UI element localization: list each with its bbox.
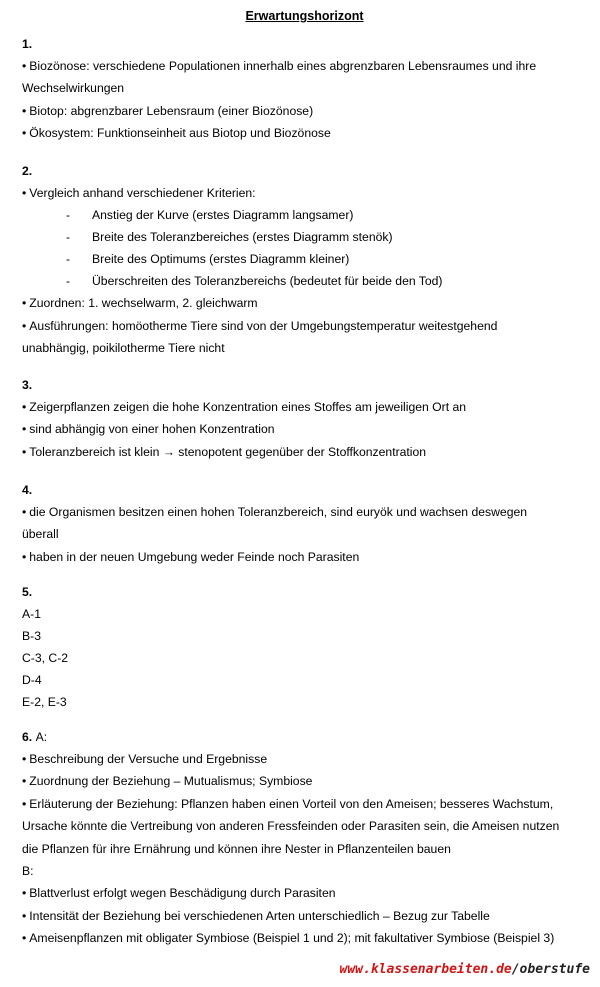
bullet-continuation: Ursache könnte die Vertreibung von anderen Fressfeinden oder Parasiten sein, die Ameisen nutzen: [22, 819, 560, 834]
answer-line: A-1: [22, 607, 41, 621]
section-number: 2.: [22, 164, 33, 178]
section-number: 4.: [22, 483, 33, 497]
dash-item: [22, 270, 587, 292]
dash-item: [22, 248, 587, 270]
dash-mark: -: [66, 252, 71, 267]
bullet-item: • Biotop: abgrenzbarer Lebensraum (einer Biozönose): [22, 100, 587, 122]
footer-site: www.klassenarbeiten.de: [339, 962, 512, 977]
bullet-item: • Ökosystem: Funktionseinheit aus Biotop und Biozönose: [22, 122, 587, 144]
bullet-item: • sind abhängig von einer hohen Konzentration: [22, 418, 587, 440]
answer-line: D-4: [22, 673, 42, 687]
bullet-item: • Vergleich anhand verschiedener Kriterien:: [22, 182, 587, 204]
section-3: [22, 377, 587, 463]
bullet-item: • haben in der neuen Umgebung weder Feinde noch Parasiten: [22, 546, 587, 568]
section-heading: [22, 729, 587, 745]
section-2: [22, 163, 587, 360]
bullet-item: • Beschreibung der Versuche und Ergebnisse: [22, 748, 587, 770]
bullet-item: • Intensität der Beziehung bei verschiedenen Arten unterschiedlich – Bezug zur Tabelle: [22, 905, 587, 927]
dash-mark: -: [66, 208, 71, 223]
dash-item: [22, 226, 587, 248]
footer-separator: /: [511, 962, 520, 977]
part-label: A:: [35, 730, 48, 744]
bullet-continuation: die Pflanzen für ihre Ernährung und können ihre Nester in Pflanzenteilen bauen: [22, 841, 451, 856]
dash-text: Anstieg der Kurve (erstes Diagramm langsamer): [92, 208, 354, 223]
section-6: [22, 729, 587, 950]
section-number: 1.: [22, 37, 33, 51]
bullet-continuation: unabhängig, poikilotherme Tiere nicht: [22, 341, 225, 356]
section-number: 6.: [22, 730, 33, 744]
bullet-item: • Blattverlust erfolgt wegen Beschädigung durch Parasiten: [22, 882, 587, 904]
dash-item: [22, 204, 587, 226]
bullet-item: • Ameisenpflanzen mit obligater Symbiose (Beispiel 1 und 2); mit fakultativer Symbiose (Beispiel 3): [22, 927, 587, 949]
section-number: 3.: [22, 378, 33, 392]
section-1: [22, 36, 587, 145]
answer-line: B-3: [22, 629, 41, 643]
dash-mark: -: [66, 230, 71, 245]
part-label: B:: [22, 864, 34, 879]
page-title: Erwartungshorizont: [245, 9, 364, 23]
section-5: [22, 584, 587, 713]
footer-path: oberstufe: [519, 962, 590, 977]
bullet-item: • die Organismen besitzen einen hohen Toleranzbereich, sind euryök und wachsen deswegen: [22, 501, 587, 523]
answer-line: E-2, E-3: [22, 695, 67, 709]
bullet-item: • Zeigerpflanzen zeigen die hohe Konzentration eines Stoffes am jeweiligen Ort an: [22, 396, 587, 418]
bullet-item: • Erläuterung der Beziehung: Pflanzen haben einen Vorteil von den Ameisen; besseres Wachstum,: [22, 793, 587, 815]
bullet-item: • Ausführungen: homöotherme Tiere sind von der Umgebungstemperatur weitestgehend: [22, 315, 587, 337]
bullet-continuation: Wechselwirkungen: [22, 81, 125, 96]
bullet-item: • Toleranzbereich ist klein → stenopotent gegenüber der Stoffkonzentration: [22, 441, 587, 463]
footer-link[interactable]: [340, 962, 590, 977]
answer-line: C-3, C-2: [22, 651, 69, 665]
bullet-item: • Biozönose: verschiedene Populationen innerhalb eines abgrenzbaren Lebensraumes und ihre: [22, 55, 587, 77]
dash-mark: -: [66, 274, 71, 289]
section-number: 5.: [22, 585, 33, 599]
bullet-item: • Zuordnung der Beziehung – Mutualismus; Symbiose: [22, 770, 587, 792]
bullet-continuation: überall: [22, 527, 59, 542]
dash-text: Breite des Optimums (erstes Diagramm kleiner): [92, 252, 350, 267]
section-4: [22, 482, 587, 568]
bullet-item: • Zuordnen: 1. wechselwarm, 2. gleichwarm: [22, 292, 587, 314]
dash-text: Überschreiten des Toleranzbereichs (bedeutet für beide den Tod): [92, 274, 443, 289]
dash-text: Breite des Toleranzbereiches (erstes Diagramm stenök): [92, 230, 393, 245]
